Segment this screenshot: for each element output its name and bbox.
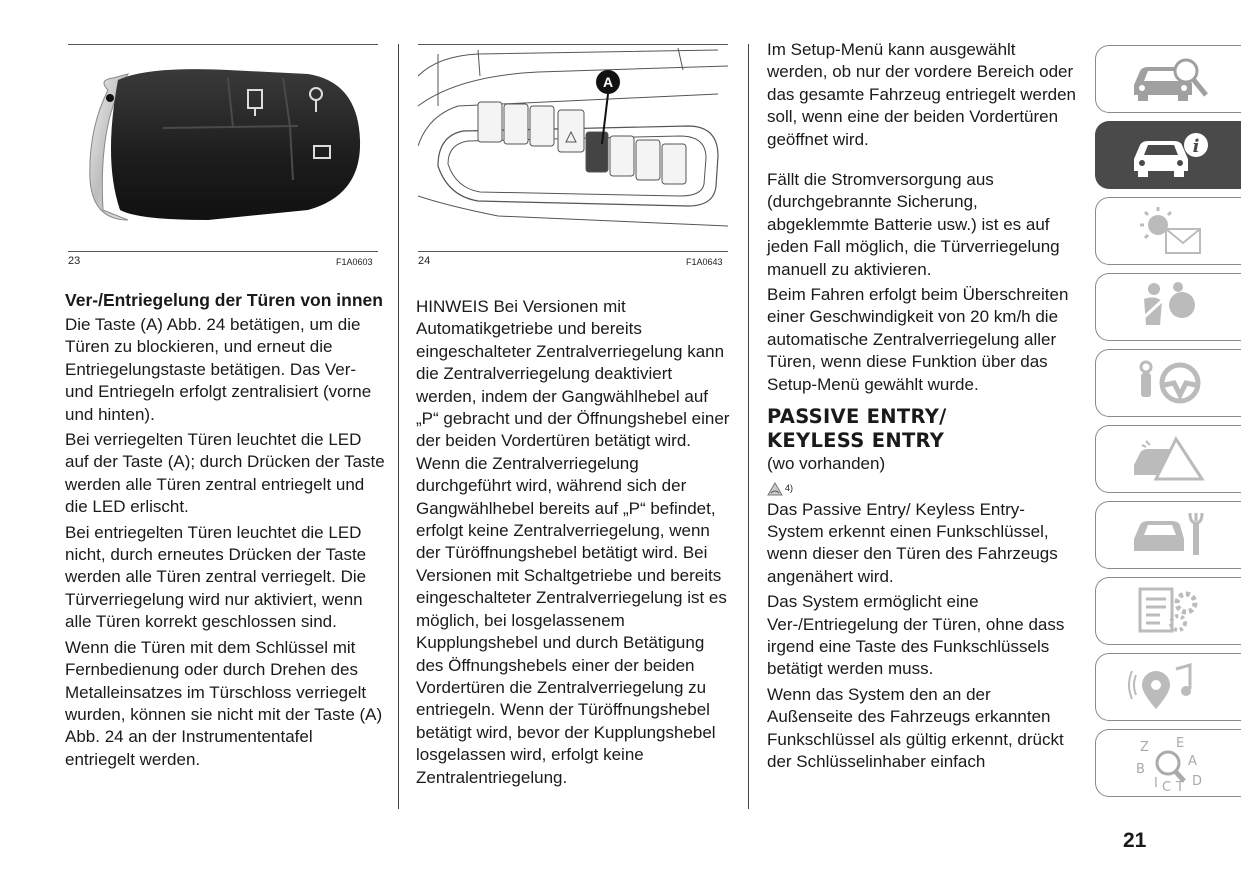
- paragraph: Das Passive Entry/ Keyless Entry-System erkennt einen Funkschlüssel, wenn dieser den Türen des Fahrzeugs angenähert wird.: [767, 499, 1058, 586]
- svg-text:C: C: [1161, 780, 1171, 791]
- figure-23-code: F1A0603: [336, 257, 373, 267]
- paragraph: Das System ermöglicht eine Ver-/Entriegelung der Türen, ohne dass irgend eine Taste des Funkschlüssels betätigt werden muss.: [767, 592, 1065, 679]
- car-info-icon: [1126, 127, 1212, 183]
- tab-knowing-instrument-panel[interactable]: [1095, 121, 1241, 189]
- multimedia-icon: [1126, 659, 1212, 715]
- column-1: [65, 289, 385, 774]
- figure-24-code: F1A0643: [686, 257, 723, 267]
- warning-light-message-icon: [1126, 203, 1212, 259]
- svg-text:A: A: [1187, 754, 1197, 769]
- note-paragraph: HINWEIS Bei Versionen mit Automatikgetriebe und bereits eingeschalteter Zentralverriegelung kann die Zentralverriegelung deaktiviert werden, indem der Gangwählhebel auf „P“ gebracht und der Öffnungshebel einer der beiden Vordertüren betätigt wird. Wenn die Zentralverriegelung durchgeführt wird, während sich der Gangwählhebel bereits auf „P“ befindet, erfolgt keine Zentralverriegelung, wenn der Türöffnungshebel betätigt wird. Bei Versionen mit Schaltgetriebe und bereits eingeschalteter Zentralverriegelung ist es möglich, bei losgelassenem Kupplungshebel und durch Betätigung des Öffnungshebels einer der beiden Vordertüren die Zentralverriegelung zu entriegeln. Wenn der Türöffnungshebel betätigt wird, bevor der Kupplungshebel losgelassen wird, erfolgt keine Zentralentriegelung.: [416, 297, 730, 787]
- tab-technical-data[interactable]: [1095, 577, 1241, 645]
- technical-data-icon: [1126, 583, 1212, 639]
- paragraph: Wenn das System den an der Außenseite des Fahrzeugs erkannten Funkschlüssel als gültig erkennt, drückt der Schlüsselinhaber einfach: [767, 684, 1064, 771]
- section-title-line: KEYLESS ENTRY: [767, 429, 945, 453]
- warning-reference-number: 4): [785, 483, 794, 494]
- svg-text:T: T: [1175, 780, 1184, 791]
- section-title: [767, 405, 1077, 453]
- column-3: [767, 39, 1077, 776]
- tab-getting-to-know-car[interactable]: [1095, 45, 1241, 113]
- svg-text:Z: Z: [1139, 740, 1149, 755]
- svg-text:D: D: [1191, 774, 1202, 789]
- warning-triangle-icon: [767, 482, 783, 496]
- paragraph: Im Setup-Menü kann ausgewählt werden, ob nur der vordere Bereich oder das gesamte Fahrzeug entriegelt werden soll, wenn eine der beiden Vordertüren geöffnet wird.: [767, 40, 1077, 149]
- figure-24-dashboard-switches: [418, 46, 728, 246]
- page-number: 21: [1123, 829, 1147, 852]
- tab-index[interactable]: [1095, 729, 1241, 797]
- paragraph: Beim Fahren erfolgt beim Überschreiten einer Geschwindigkeit von 20 km/h die automatische Zentralverriegelung aller Türen, wenn diese Funktion über das Setup-Menü gewählt wurde.: [767, 285, 1069, 394]
- tab-warning-lights[interactable]: [1095, 197, 1241, 265]
- paragraph: Bei verriegelten Türen leuchtet die LED auf der Taste (A); durch Drücken der Taste werden alle Türen zentral entriegelt und die LED erlischt.: [65, 430, 385, 517]
- subsection-heading: Ver-/Entriegelung der Türen von innen: [65, 290, 383, 310]
- figure-23-number: 23: [68, 255, 81, 267]
- seat-belt-airbag-icon: [1126, 279, 1212, 335]
- column-2: [416, 296, 734, 792]
- svg-text:B: B: [1135, 762, 1145, 777]
- tab-multimedia[interactable]: [1095, 653, 1241, 721]
- warning-reference: [767, 479, 1077, 499]
- key-steering-wheel-icon: [1126, 355, 1212, 411]
- alphabetical-index-icon: [1126, 735, 1212, 791]
- tab-safety[interactable]: [1095, 273, 1241, 341]
- column-divider: [748, 44, 749, 809]
- section-title-line: PASSIVE ENTRY/: [767, 405, 947, 429]
- callout-label: A: [602, 74, 614, 90]
- svg-text:i: i: [1192, 136, 1199, 157]
- column-divider: [398, 44, 399, 809]
- figure-bottom-rule: [68, 251, 378, 252]
- svg-text:I: I: [1153, 776, 1158, 791]
- paragraph: Bei entriegelten Türen leuchtet die LED nicht, durch erneutes Drücken der Taste werden alle Türen zentral verriegelt. Die Türverriegelung wird nur aktiviert, wenn alle Türen korrekt geschlossen sind.: [65, 522, 367, 632]
- paragraph: Die Taste (A) Abb. 24 betätigen, um die Türen zu blockieren, und erneut die Entriegelungstaste betätigen. Das Ver- und Entriegeln erfolgt zentralisiert (vorne und hinten).: [65, 315, 372, 424]
- figure-top-rule: [418, 44, 728, 45]
- car-search-icon: [1126, 51, 1212, 107]
- car-emergency-icon: [1126, 431, 1212, 487]
- figure-top-rule: [68, 44, 378, 45]
- tab-emergency[interactable]: [1095, 425, 1241, 493]
- car-maintenance-icon: [1126, 507, 1212, 563]
- availability-note: (wo vorhanden): [767, 454, 886, 474]
- figure-24-number: 24: [418, 255, 431, 267]
- svg-text:E: E: [1175, 736, 1184, 751]
- tab-starting-driving[interactable]: [1095, 349, 1241, 417]
- paragraph: Wenn die Türen mit dem Schlüssel mit Fernbedienung oder durch Drehen des Metalleinsatzes im Türschloss verriegelt wurden, können sie nicht mit der Taste (A) Abb. 24 an der Instrumententafel entriegelt werden.: [65, 637, 383, 769]
- figure-23-key-fob: [68, 60, 378, 245]
- paragraph: Fällt die Stromversorgung aus (durchgebrannte Sicherung, abgeklemmte Batterie usw.) ist es auf jeden Fall möglich, die Türverriegelung manuell zu aktivieren.: [767, 170, 1060, 279]
- tab-maintenance[interactable]: [1095, 501, 1241, 569]
- figure-bottom-rule: [418, 251, 728, 252]
